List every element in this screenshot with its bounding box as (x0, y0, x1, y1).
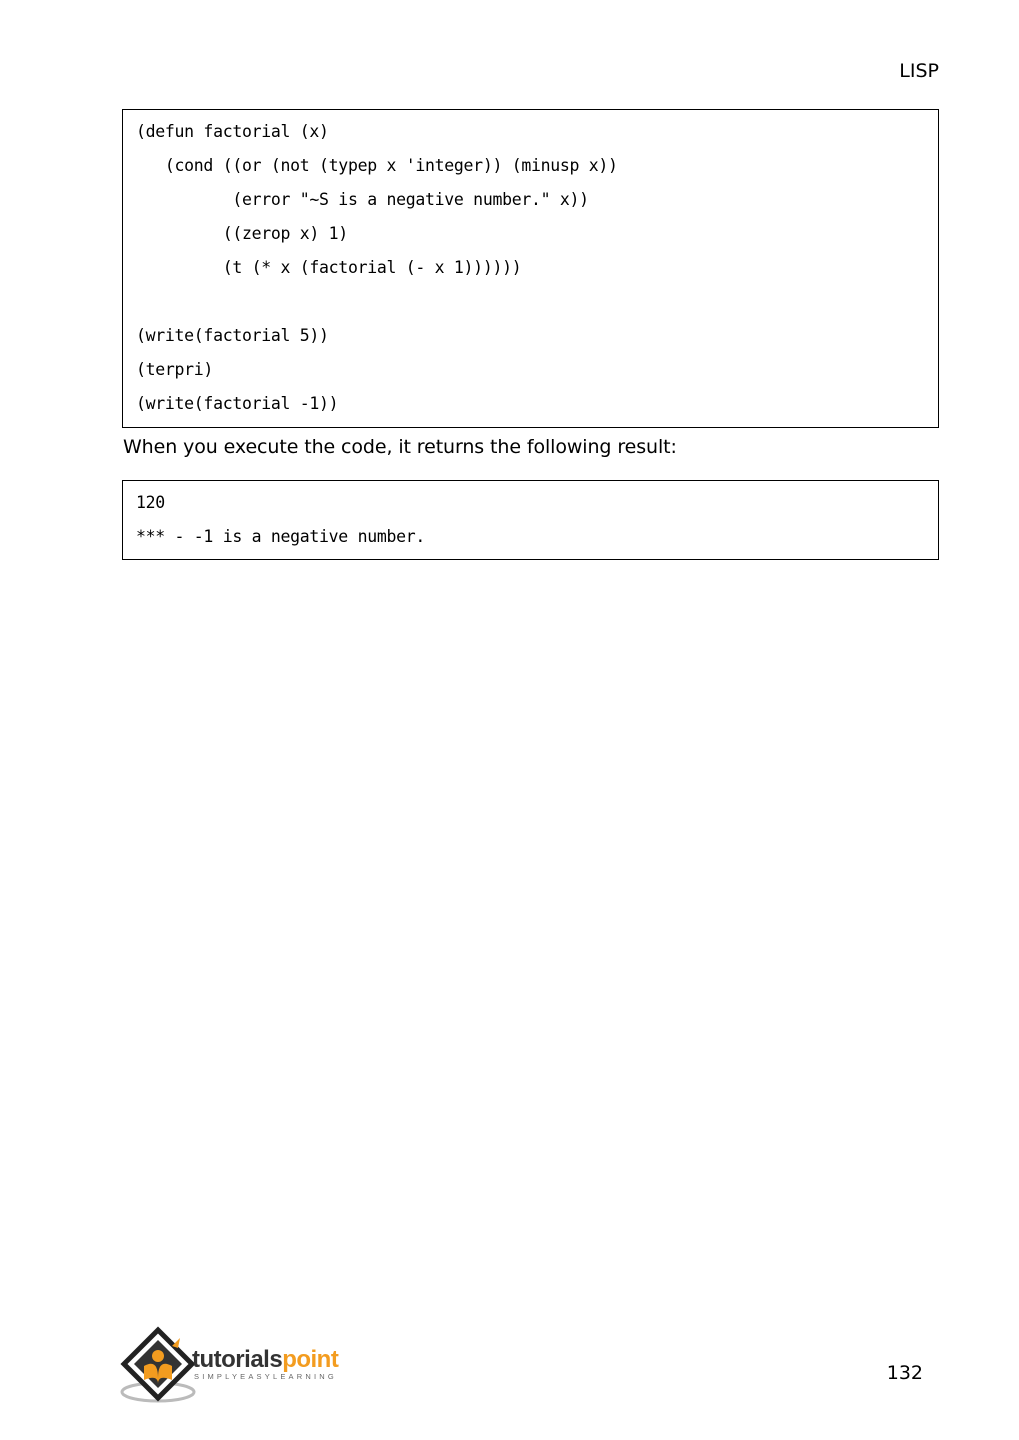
tutorialspoint-logo (120, 1326, 370, 1404)
code-line: (write(factorial -1)) (136, 394, 339, 413)
code-line: (t (* x (factorial (- x 1)))))) (136, 258, 522, 277)
code-line: ((zerop x) 1) (136, 224, 348, 243)
code-line (136, 288, 925, 322)
page-number: 132 (886, 1362, 923, 1384)
code-block (122, 109, 939, 428)
output-block (122, 480, 939, 560)
page-header-title: LISP (899, 60, 939, 82)
code-line: (write(factorial 5)) (136, 326, 329, 345)
logo-word-accent: point (282, 1346, 339, 1373)
output-line: 120 (136, 493, 165, 512)
code-line: (error "~S is a negative number." x)) (136, 190, 589, 209)
code-line: (defun factorial (x) (136, 122, 329, 141)
logo-wordmark (192, 1346, 338, 1374)
logo-tagline: SIMPLYEASYLEARNING (194, 1372, 337, 1381)
code-line: (cond ((or (not (typep x 'integer)) (minusp x)) (136, 156, 618, 175)
code-line: (terpri) (136, 360, 214, 379)
logo-emblem-icon (120, 1326, 200, 1404)
output-line: *** - -1 is a negative number. (136, 527, 426, 546)
logo-word-dark: tutorials (192, 1346, 283, 1373)
body-paragraph: When you execute the code, it returns the following result: (123, 436, 677, 458)
